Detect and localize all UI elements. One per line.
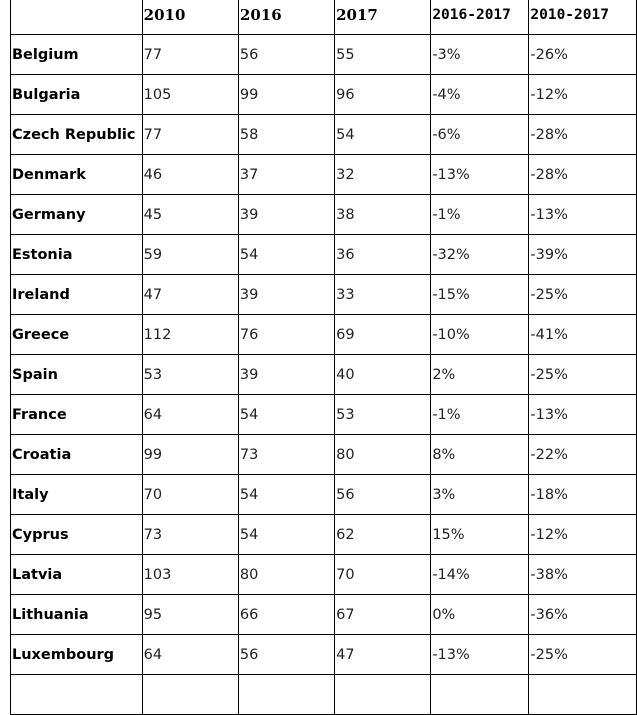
table-row	[11, 75, 637, 115]
cell-value-2010: 45	[142, 195, 238, 235]
cell-value-2016: 54	[238, 235, 334, 275]
cell-change-2010-2017: -28%	[529, 155, 637, 195]
table-row	[11, 555, 637, 595]
cell-country: Denmark	[11, 155, 143, 195]
cell-change-2016-2017	[431, 675, 529, 715]
cell-change-2016-2017: 3%	[431, 475, 529, 515]
cell-change-2010-2017: -26%	[529, 35, 637, 75]
cell-value-2016: 73	[238, 435, 334, 475]
cell-change-2016-2017: 0%	[431, 595, 529, 635]
cell-value-2016: 99	[238, 75, 334, 115]
header-cell-2010: 2010	[142, 0, 238, 35]
table-row	[11, 195, 637, 235]
cell-change-2010-2017: -25%	[529, 275, 637, 315]
table-row	[11, 315, 637, 355]
cell-value-2010: 64	[142, 635, 238, 675]
cell-change-2010-2017: -22%	[529, 435, 637, 475]
cell-change-2016-2017: -6%	[431, 115, 529, 155]
table-row	[11, 115, 637, 155]
cell-country: Lithuania	[11, 595, 143, 635]
table-row	[11, 395, 637, 435]
cell-value-2016: 39	[238, 195, 334, 235]
cell-value-2016: 76	[238, 315, 334, 355]
cell-value-2010: 99	[142, 435, 238, 475]
cell-value-2016: 56	[238, 635, 334, 675]
cell-value-2010: 77	[142, 35, 238, 75]
cell-change-2016-2017: -15%	[431, 275, 529, 315]
cell-country: Croatia	[11, 435, 143, 475]
cell-value-2017: 38	[335, 195, 431, 235]
header-cell-2016: 2016	[238, 0, 334, 35]
cell-change-2016-2017: -3%	[431, 35, 529, 75]
cell-value-2016: 80	[238, 555, 334, 595]
cell-country: France	[11, 395, 143, 435]
cell-change-2016-2017: -14%	[431, 555, 529, 595]
cell-change-2016-2017: -1%	[431, 195, 529, 235]
cell-value-2017: 67	[335, 595, 431, 635]
cell-country: Luxembourg	[11, 635, 143, 675]
cell-value-2016: 39	[238, 275, 334, 315]
header-cell-2017: 2017	[335, 0, 431, 35]
cell-value-2017	[335, 675, 431, 715]
cell-change-2016-2017: -32%	[431, 235, 529, 275]
table-row	[11, 355, 637, 395]
cell-value-2017: 80	[335, 435, 431, 475]
cell-value-2017: 62	[335, 515, 431, 555]
cell-value-2016: 54	[238, 515, 334, 555]
cell-country: Latvia	[11, 555, 143, 595]
cell-value-2010: 95	[142, 595, 238, 635]
cell-change-2016-2017: -1%	[431, 395, 529, 435]
cell-value-2010: 70	[142, 475, 238, 515]
cell-value-2017: 33	[335, 275, 431, 315]
cell-change-2010-2017	[529, 675, 637, 715]
cell-change-2010-2017: -36%	[529, 595, 637, 635]
table-row	[11, 35, 637, 75]
cell-value-2017: 70	[335, 555, 431, 595]
cell-change-2016-2017: -13%	[431, 155, 529, 195]
cell-value-2016: 39	[238, 355, 334, 395]
cell-change-2010-2017: -13%	[529, 195, 637, 235]
cell-country: Cyprus	[11, 515, 143, 555]
cell-value-2010: 73	[142, 515, 238, 555]
cell-value-2016: 54	[238, 475, 334, 515]
cell-value-2016: 56	[238, 35, 334, 75]
cell-value-2010: 112	[142, 315, 238, 355]
cell-country: Estonia	[11, 235, 143, 275]
cell-country: Italy	[11, 475, 143, 515]
cell-value-2016: 37	[238, 155, 334, 195]
cell-change-2016-2017: -13%	[431, 635, 529, 675]
cell-value-2010: 59	[142, 235, 238, 275]
cell-value-2016: 66	[238, 595, 334, 635]
cell-value-2017: 56	[335, 475, 431, 515]
cell-value-2017: 54	[335, 115, 431, 155]
data-table	[10, 0, 637, 715]
cell-value-2010	[142, 675, 238, 715]
cell-value-2010: 64	[142, 395, 238, 435]
cell-change-2010-2017: -18%	[529, 475, 637, 515]
cell-change-2010-2017: -13%	[529, 395, 637, 435]
table-row	[11, 515, 637, 555]
cell-change-2010-2017: -12%	[529, 75, 637, 115]
cell-change-2010-2017: -12%	[529, 515, 637, 555]
cell-value-2017: 32	[335, 155, 431, 195]
cell-value-2017: 96	[335, 75, 431, 115]
cell-change-2016-2017: 8%	[431, 435, 529, 475]
cell-value-2017: 36	[335, 235, 431, 275]
cell-value-2010: 53	[142, 355, 238, 395]
cell-change-2016-2017: 15%	[431, 515, 529, 555]
cell-country: Belgium	[11, 35, 143, 75]
table-row	[11, 235, 637, 275]
cell-change-2016-2017: 2%	[431, 355, 529, 395]
cell-country: Bulgaria	[11, 75, 143, 115]
cell-value-2010: 46	[142, 155, 238, 195]
cell-change-2010-2017: -39%	[529, 235, 637, 275]
cell-value-2017: 69	[335, 315, 431, 355]
table-row	[11, 475, 637, 515]
table-body	[11, 35, 637, 715]
table-row	[11, 635, 637, 675]
cell-value-2010: 77	[142, 115, 238, 155]
cell-change-2010-2017: -41%	[529, 315, 637, 355]
cell-value-2010: 105	[142, 75, 238, 115]
cell-value-2016	[238, 675, 334, 715]
cell-country: Ireland	[11, 275, 143, 315]
table-row	[11, 435, 637, 475]
header-row	[11, 0, 637, 35]
cell-value-2010: 103	[142, 555, 238, 595]
cell-country	[11, 675, 143, 715]
cell-value-2010: 47	[142, 275, 238, 315]
cell-value-2017: 55	[335, 35, 431, 75]
cell-change-2010-2017: -28%	[529, 115, 637, 155]
cell-value-2016: 58	[238, 115, 334, 155]
header-cell-2010-2017: 2010-2017	[529, 0, 637, 35]
cell-value-2017: 40	[335, 355, 431, 395]
cell-country: Spain	[11, 355, 143, 395]
cell-value-2017: 53	[335, 395, 431, 435]
header-cell-2016-2017: 2016-2017	[431, 0, 529, 35]
table-row	[11, 595, 637, 635]
cell-value-2016: 54	[238, 395, 334, 435]
cell-change-2016-2017: -4%	[431, 75, 529, 115]
cell-change-2010-2017: -38%	[529, 555, 637, 595]
cell-change-2010-2017: -25%	[529, 355, 637, 395]
cell-value-2017: 47	[335, 635, 431, 675]
cell-change-2010-2017: -25%	[529, 635, 637, 675]
cell-country: Czech Republic	[11, 115, 143, 155]
cell-country: Germany	[11, 195, 143, 235]
cell-change-2016-2017: -10%	[431, 315, 529, 355]
table-row	[11, 275, 637, 315]
cell-country: Greece	[11, 315, 143, 355]
header-cell-country	[11, 0, 143, 35]
table-row	[11, 675, 637, 715]
table-row	[11, 155, 637, 195]
